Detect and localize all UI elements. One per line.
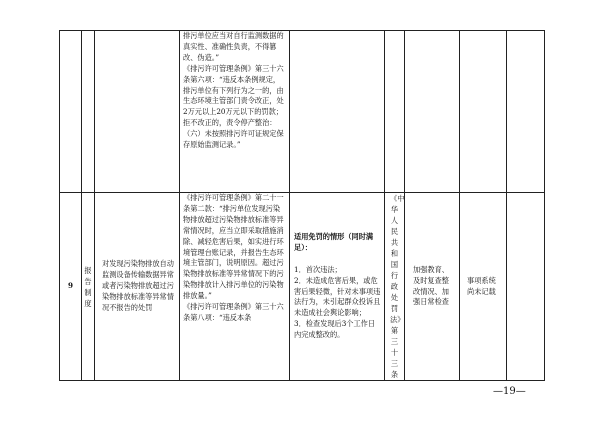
page-number: —19—: [493, 386, 526, 397]
cell-empty: [460, 31, 507, 193]
conditions-body: 1．首次违法； 2．未造成危害后果，或危害后果轻微，针对未事项违法行为，未引起群众投诉且未造成社会舆论影响； 3．检查发现后3个工作日内完成整改的。: [294, 264, 381, 340]
cell-empty: [95, 31, 180, 193]
cell-measures: [405, 193, 460, 381]
measures-text: 加强教育、及时复查整改情况、加强日常检查: [413, 264, 449, 307]
legal-basis-text: 《中华人民共和国行政处罚法》第三十三条: [390, 194, 405, 379]
cell-exemption-conditions: [290, 193, 385, 381]
table-row-continued: [60, 31, 545, 193]
row-number: 9: [60, 193, 82, 381]
cell-empty: [507, 31, 545, 193]
item-description: 对发现污染物排放自动监测设备传输数据异常或者污染物排放超过污染物排放标准等异常情况不报告的处罚: [102, 259, 174, 312]
cell-empty: [82, 31, 95, 193]
remark-text: 事项系统尚未记载: [467, 275, 496, 296]
cell-empty: [405, 31, 460, 193]
cell-basis-continued: [180, 31, 290, 193]
cell-legal-basis: [385, 193, 405, 381]
cell-empty: [385, 31, 405, 193]
basis-paragraph-1: 《排污许可管理条例》第二十一条第二款：“排污单位发现污染物排放超过污染物排放标准等异常情况时，应当立即采取措施消除、减轻危害后果，如实进行环境管理台账记录，并报告生态环境主管部门，说明原因。超过污染物排放标准等异常情况下的污染物排放计入排污单位的污染物排放量。”: [183, 193, 284, 301]
cell-item: [95, 193, 180, 381]
cell-basis: [180, 193, 290, 381]
table-row: [60, 193, 545, 381]
cell-empty: [507, 193, 545, 381]
basis-paragraph-2: 《排污许可管理条例》第三十六条第八项：“违反本条: [183, 302, 284, 322]
category-label: 报告制度: [84, 265, 92, 308]
penalty-exemption-table: [59, 30, 545, 381]
cell-category: [82, 193, 95, 381]
cell-empty: [290, 31, 385, 193]
cell-empty: [60, 31, 82, 193]
basis-text-continued: 排污单位应当对自行监测数据的真实性、准确性负责，不得篡改、伪造。” 《排污许可管理条例》第三十六条第六项：“违反本条例规定，排污单位有下列行为之一的，由生态环境主管部门责令改正，处2万元以上20万元以下的罚款；拒不改正的，责令停产整治：（六）未按照排污许可证规定保存原始监测记录。”: [183, 31, 284, 150]
cell-remark: [460, 193, 507, 381]
conditions-heading: 适用免罚的情形（同时满足）：: [294, 231, 374, 252]
